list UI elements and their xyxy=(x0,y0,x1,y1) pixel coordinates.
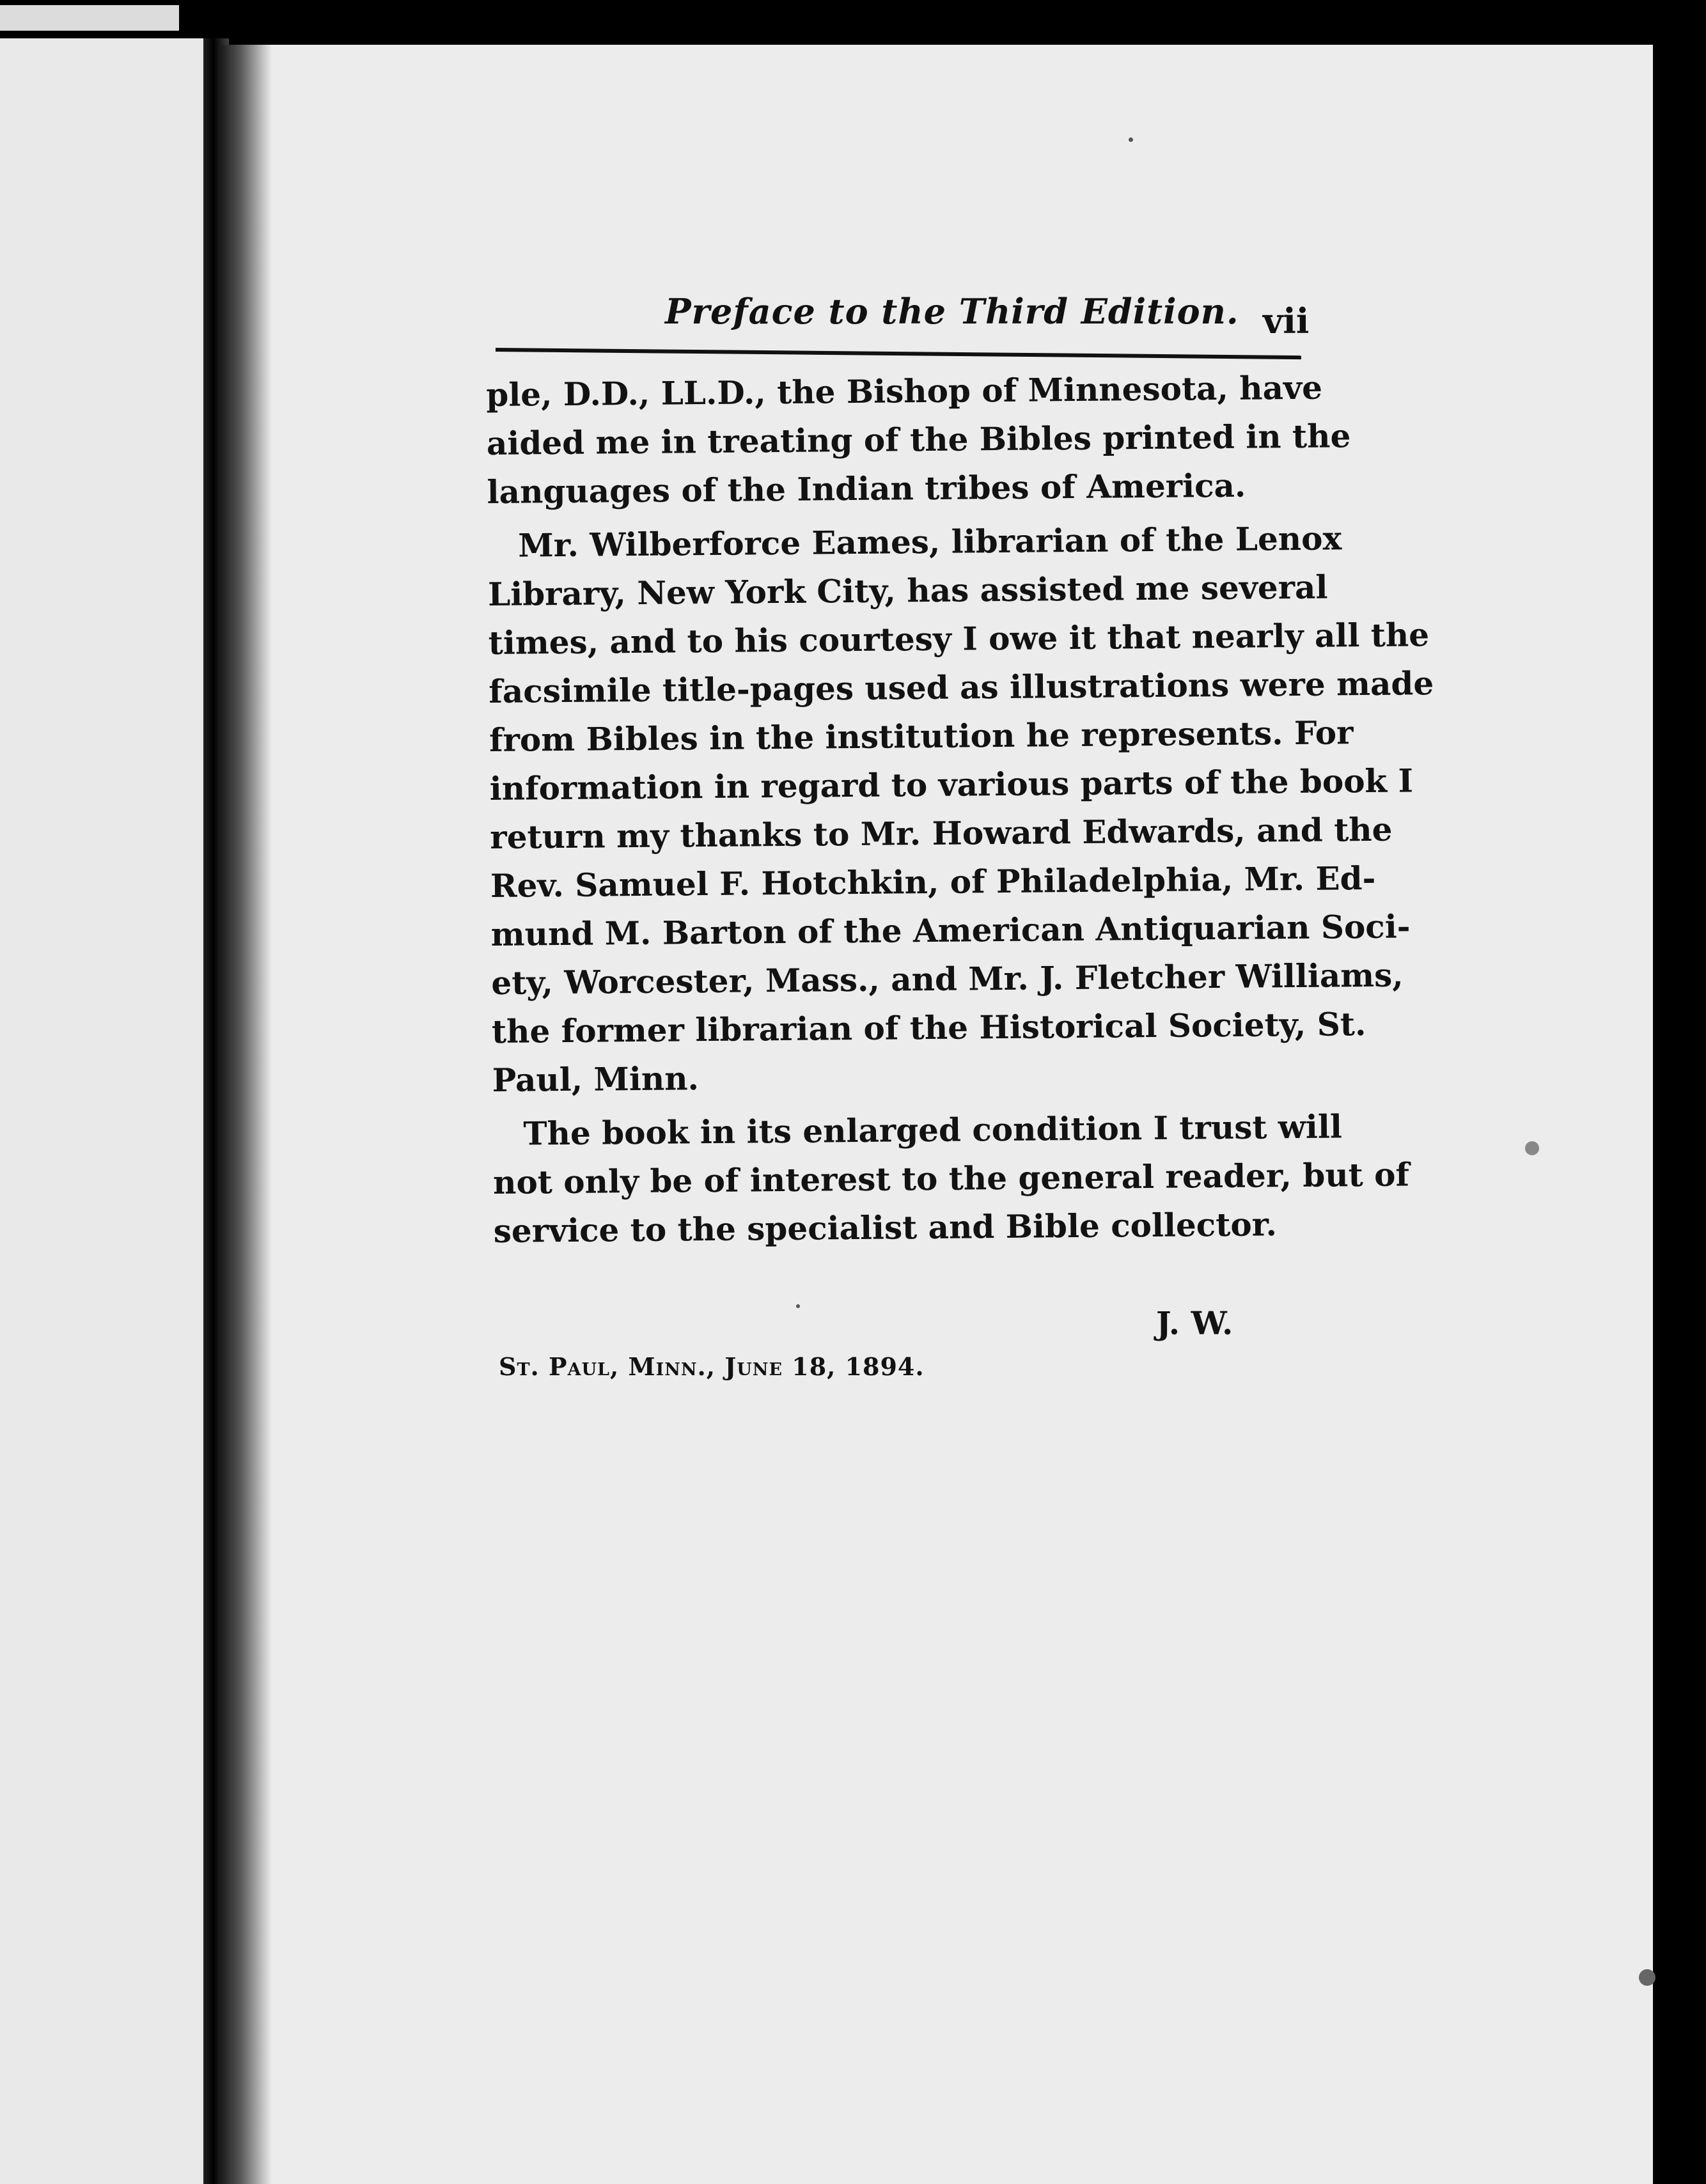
text-line: languages of the Indian tribes of America. xyxy=(487,466,1246,511)
previous-page-top-edge xyxy=(0,5,179,31)
paper-speck xyxy=(796,1304,800,1308)
paragraph xyxy=(492,1103,1410,1256)
text-line: ple, D.D., LL.D., the Bishop of Minnesota, have xyxy=(486,368,1323,414)
text-line: aided me in treating of the Bibles printed in the xyxy=(486,417,1351,462)
paper-speck xyxy=(1525,1141,1539,1155)
author-initials: J. W. xyxy=(1156,1304,1233,1342)
body-text xyxy=(486,364,1434,1256)
dateline: St. Paul, Minn., June 18, 1894. xyxy=(499,1352,925,1381)
text-line: facsimile title-pages used as illustrations were made xyxy=(489,664,1434,710)
text-line: Paul, Minn. xyxy=(492,1059,700,1099)
paper-speck xyxy=(1639,1969,1655,1986)
paragraph xyxy=(487,515,1434,1105)
text-line: information in regard to various parts of the book I xyxy=(489,761,1414,807)
text-line: Rev. Samuel F. Hotchkin, of Philadelphia, Mr. Ed- xyxy=(490,859,1376,905)
paper-speck xyxy=(1129,137,1133,142)
text-line: from Bibles in the institution he represents. For xyxy=(489,714,1354,759)
text-line: ety, Worcester, Mass., and Mr. J. Fletcher Williams, xyxy=(491,956,1404,1002)
text-line: the former librarian of the Historical Society, St. xyxy=(491,1005,1366,1050)
scan-top-edge xyxy=(0,0,1706,38)
text-line: The book in its enlarged condition I trust will xyxy=(523,1107,1343,1153)
text-line: Mr. Wilberforce Eames, librarian of the Lenox xyxy=(518,519,1342,565)
text-line: times, and to his courtesy I owe it that nearly all the xyxy=(488,616,1430,662)
text-line: mund M. Barton of the American Antiquarian Soci- xyxy=(490,907,1411,953)
previous-page-edge xyxy=(0,38,205,2184)
text-line: Library, New York City, has assisted me several xyxy=(487,568,1328,613)
text-line: service to the specialist and Bible collector. xyxy=(493,1205,1278,1250)
gutter-shadow xyxy=(221,45,272,2184)
page-number: vii xyxy=(1263,300,1310,341)
text-line: return my thanks to Mr. Howard Edwards, and the xyxy=(490,810,1393,856)
running-head-title: Preface to the Third Edition. xyxy=(665,291,1239,332)
text-line: not only be of interest to the general reader, but of xyxy=(492,1155,1410,1201)
scan-right-edge xyxy=(1653,77,1706,2184)
paragraph xyxy=(486,364,1351,517)
